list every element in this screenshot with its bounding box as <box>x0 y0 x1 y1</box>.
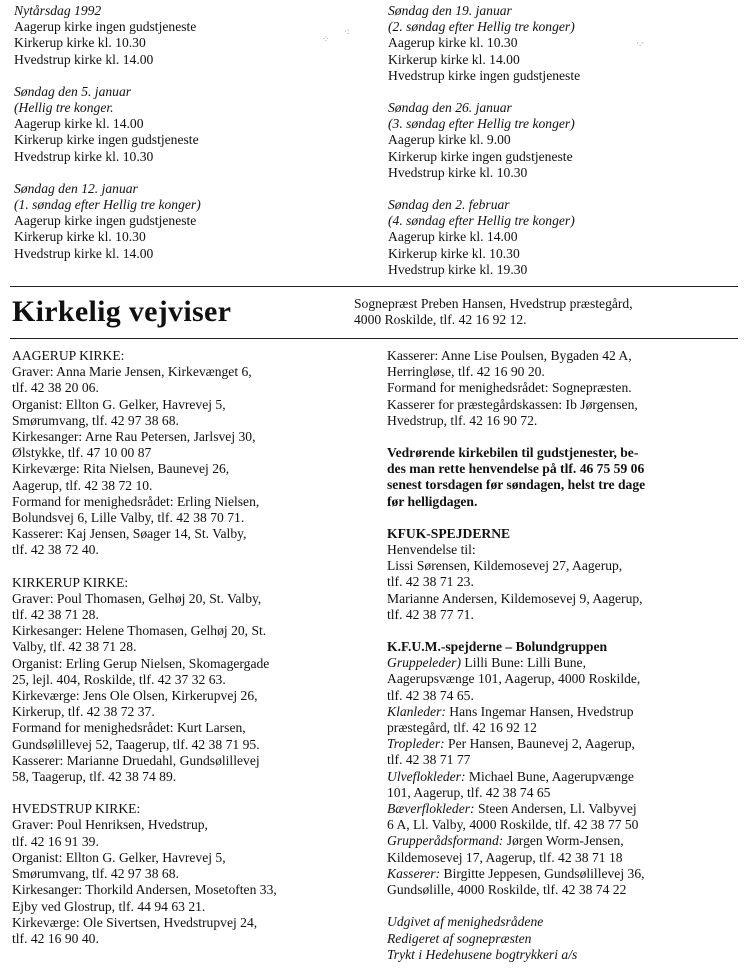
church-block <box>12 575 277 786</box>
service-line: Kirkerup kirke ingen gudstjeneste <box>388 148 573 164</box>
role-label: Tropleder: <box>387 736 445 752</box>
directory-line: Ølstykke, tlf. 47 10 00 87 <box>12 445 152 461</box>
role-value: Jørgen Worm-Jensen, <box>503 833 624 849</box>
colophon-line: Redigeret af sognepræsten <box>387 930 532 946</box>
directory-line <box>387 866 645 882</box>
service-line: Hvedstrup kirke kl. 10.30 <box>388 164 528 180</box>
directory-line: tlf. 42 38 77 71. <box>387 606 474 622</box>
service-line: Kirkerup kirke kl. 14.00 <box>388 51 520 67</box>
service-line: Kirkerup kirke kl. 10.30 <box>14 229 146 245</box>
directory-line: tlf. 42 38 71 28. <box>12 607 99 623</box>
directory-line: Kirkesanger: Helene Thomasen, Gelhøj 20, St. <box>12 623 267 639</box>
directory-line: Formand for menighedsrådet: Kurt Larsen, <box>12 720 246 736</box>
service-line: Hvedstrup kirke kl. 19.30 <box>388 261 528 277</box>
role-label: Ulveflokleder: <box>387 768 466 784</box>
directory-line: Kasserer: Kaj Jensen, Søager 14, St. Valby, <box>12 526 247 542</box>
service-block <box>388 197 580 278</box>
directory-line: Smørumvang, tlf. 42 97 38 68. <box>12 866 179 882</box>
directory-line <box>387 704 645 720</box>
print-speck-icon: ·: <box>344 26 350 36</box>
colophon <box>387 914 645 963</box>
car-notice <box>387 445 645 510</box>
directory-line: Gundsølillevej 52, Taagerup, tlf. 42 38 71 95. <box>12 736 260 752</box>
church-heading: KIRKERUP KIRKE: <box>12 574 129 590</box>
directory-line <box>387 736 645 752</box>
directory-line <box>387 655 645 671</box>
role-value: Michael Bune, Aagerupvænge <box>465 768 634 784</box>
directory-line: tlf. 42 38 71 23. <box>387 574 474 590</box>
directory-line: Kirkeværge: Jens Ole Olsen, Kirkerupvej 26, <box>12 688 258 704</box>
directory-line: Ejby ved Glostrup, tlf. 44 94 63 21. <box>12 898 206 914</box>
service-line: Hvedstrup kirke kl. 10.30 <box>14 148 154 164</box>
church-heading: AAGERUP KIRKE: <box>12 348 125 363</box>
service-heading: (1. søndag efter Hellig tre konger) <box>14 197 201 213</box>
service-heading: (2. søndag efter Hellig tre konger) <box>388 19 575 35</box>
church-block <box>12 801 277 947</box>
role-value: Per Hansen, Baunevej 2, Aagerup, <box>444 736 635 752</box>
kfum-heading: K.F.U.M.-spejderne – Bolundgruppen <box>387 639 608 655</box>
kfuk-block <box>387 526 645 623</box>
directory-line: Herringløse, tlf. 42 16 90 20. <box>387 364 545 380</box>
treasurer-block <box>387 348 645 429</box>
service-block <box>14 84 201 165</box>
notice-line: Vedrørende kirkebilen til gudstjenester, be- <box>387 445 639 461</box>
service-line: Kirkerup kirke kl. 10.30 <box>388 245 520 261</box>
directory-line: Valby, tlf. 42 38 71 28. <box>12 639 137 655</box>
bottom-rule <box>10 338 738 339</box>
service-block <box>388 3 580 84</box>
directory-line <box>387 801 645 817</box>
directory-line: Kirkeværge: Rita Nielsen, Baunevej 26, <box>12 461 230 477</box>
directory-line: Organist: Ellton G. Gelker, Havrevej 5, <box>12 396 226 412</box>
directory-line: Kasserer for præstegårdskassen: Ib Jørgensen, <box>387 396 638 412</box>
service-heading: Søndag den 2. februar <box>388 197 510 213</box>
role-value: Lilli Bune: Lilli Bune, <box>461 655 586 671</box>
directory-line: Kirkesanger: Thorkild Andersen, Mosetoften 33, <box>12 882 277 898</box>
directory-line: Organist: Ellton G. Gelker, Havrevej 5, <box>12 849 226 865</box>
role-label: Gruppeleder) <box>387 655 461 671</box>
notice-line: senest torsdagen før søndagen, helst tre dage <box>387 477 646 493</box>
service-line: Aagerup kirke ingen gudstjeneste <box>14 213 197 229</box>
print-speck-icon: ⁘ <box>322 34 330 44</box>
directory-line: Aagerupsvænge 101, Aagerup, 4000 Roskilde, <box>387 671 641 687</box>
page-title: Kirkelig vejviser <box>12 295 232 328</box>
role-label: Grupperådsformand: <box>387 833 504 849</box>
directory-line: Henvendelse til: <box>387 542 476 558</box>
service-heading: (4. søndag efter Hellig tre konger) <box>388 213 575 229</box>
directory-line: Kirkesanger: Arne Rau Petersen, Jarlsvej 30, <box>12 429 256 445</box>
service-line: Kirkerup kirke kl. 10.30 <box>14 35 146 51</box>
directory-line: Gundsølille, 4000 Roskilde, tlf. 42 38 74 22 <box>387 882 627 898</box>
colophon-line: Udgivet af menighedsrådene <box>387 914 544 930</box>
services-right-column <box>388 3 580 294</box>
kfum-block <box>387 639 645 898</box>
service-heading: (3. søndag efter Hellig tre konger) <box>388 116 575 132</box>
directory-left-column <box>12 348 277 963</box>
service-heading: Søndag den 5. januar <box>14 83 132 99</box>
directory-line <box>387 769 645 785</box>
service-line: Aagerup kirke kl. 10.30 <box>388 35 518 51</box>
service-line: Hvedstrup kirke kl. 14.00 <box>14 245 154 261</box>
services-left-column <box>14 3 201 278</box>
directory-line: Lissi Sørensen, Kildemosevej 27, Aagerup, <box>387 558 623 574</box>
service-heading: Søndag den 19. januar <box>388 3 512 18</box>
service-line: Hvedstrup kirke ingen gudstjeneste <box>388 67 581 83</box>
service-block <box>14 3 201 68</box>
directory-line: Formand for menighedsrådet: Sognepræsten. <box>387 380 632 396</box>
directory-line: Kirkerup, tlf. 42 38 72 37. <box>12 704 155 720</box>
service-line: Kirkerup kirke ingen gudstjeneste <box>14 132 199 148</box>
directory-line: tlf. 42 16 91 39. <box>12 833 99 849</box>
directory-line: Formand for menighedsrådet: Erling Nielsen, <box>12 493 260 509</box>
notice-line: des man rette henvendelse på tlf. 46 75 59 06 <box>387 461 645 477</box>
pastor-info <box>354 296 633 328</box>
directory-line: Graver: Poul Henriksen, Hvedstrup, <box>12 817 208 833</box>
directory-line: Kildemosevej 17, Aagerup, tlf. 42 38 71 18 <box>387 849 623 865</box>
pastor-line: 4000 Roskilde, tlf. 42 16 92 12. <box>354 312 527 328</box>
print-speck-icon: ·.· <box>636 38 645 48</box>
service-heading: (Hellig tre konger. <box>14 100 114 116</box>
service-line: Aagerup kirke ingen gudstjeneste <box>14 19 197 35</box>
directory-line: Graver: Anna Marie Jensen, Kirkevænget 6, <box>12 364 252 380</box>
directory-line: tlf. 42 38 72 40. <box>12 542 99 558</box>
role-value: Birgitte Jeppesen, Gundsølillevej 36, <box>440 865 645 881</box>
role-label: Kasserer: <box>387 865 441 881</box>
church-block <box>12 348 277 559</box>
directory-line: Kasserer: Anne Lise Poulsen, Bygaden 42 A, <box>387 348 632 363</box>
colophon-line: Trykt i Hedehusene bogtrykkeri a/s <box>387 946 578 962</box>
directory-line: tlf. 42 16 90 40. <box>12 930 99 946</box>
service-line: Aagerup kirke kl. 14.00 <box>14 116 144 132</box>
directory-right-column <box>387 348 645 979</box>
role-label: Bæverflokleder: <box>387 801 475 817</box>
service-heading: Søndag den 26. januar <box>388 100 512 116</box>
directory-line: Graver: Poul Thomasen, Gelhøj 20, St. Valby, <box>12 590 262 606</box>
top-rule <box>10 286 738 287</box>
directory-line: Kasserer: Marianne Druedahl, Gundsølillevej <box>12 752 260 768</box>
directory-line: Smørumvang, tlf. 42 97 38 68. <box>12 412 179 428</box>
directory-line: 101, Aagerup, tlf. 42 38 74 65 <box>387 784 551 800</box>
kfuk-heading: KFUK-SPEJDERNE <box>387 525 511 541</box>
service-heading: Søndag den 12. januar <box>14 180 138 196</box>
directory-line: tlf. 42 38 20 06. <box>12 380 99 396</box>
directory-line: Marianne Andersen, Kildemosevej 9, Aagerup, <box>387 590 643 606</box>
directory-line <box>387 833 645 849</box>
directory-line: 6 A, Ll. Valby, 4000 Roskilde, tlf. 42 38 77 50 <box>387 817 639 833</box>
directory-line: præstegård, tlf. 42 16 92 12 <box>387 720 537 736</box>
directory-line: Hvedstrup, tlf. 42 16 90 72. <box>387 412 538 428</box>
service-line: Aagerup kirke kl. 9.00 <box>388 132 511 148</box>
directory-line: Aagerup, tlf. 42 38 72 10. <box>12 477 153 493</box>
directory-line: Organist: Erling Gerup Nielsen, Skomagergade <box>12 655 270 671</box>
directory-line: tlf. 42 38 71 77 <box>387 752 471 768</box>
directory-line: 25, lejl. 404, Roskilde, tlf. 42 37 32 63. <box>12 671 226 687</box>
role-value: Hans Ingemar Hansen, Hvedstrup <box>445 703 634 719</box>
directory-line: 58, Taagerup, tlf. 42 38 74 89. <box>12 769 177 785</box>
service-line: Hvedstrup kirke kl. 14.00 <box>14 51 154 67</box>
directory-line: tlf. 42 38 74 65. <box>387 687 474 703</box>
service-block <box>388 100 580 181</box>
service-block <box>14 181 201 262</box>
notice-line: før helligdagen. <box>387 493 478 509</box>
directory-line: Kirkeværge: Ole Sivertsen, Hvedstrupvej 24, <box>12 914 258 930</box>
role-label: Klanleder: <box>387 703 446 719</box>
service-line: Aagerup kirke kl. 14.00 <box>388 229 518 245</box>
directory-line: Bolundsvej 6, Lille Valby, tlf. 42 38 70 71. <box>12 510 245 526</box>
role-value: Steen Andersen, Ll. Valbyvej <box>474 801 637 817</box>
service-heading: Nytårsdag 1992 <box>14 3 102 18</box>
pastor-line: Sognepræst Preben Hansen, Hvedstrup præstegård, <box>354 296 633 311</box>
church-heading: HVEDSTRUP KIRKE: <box>12 801 141 817</box>
